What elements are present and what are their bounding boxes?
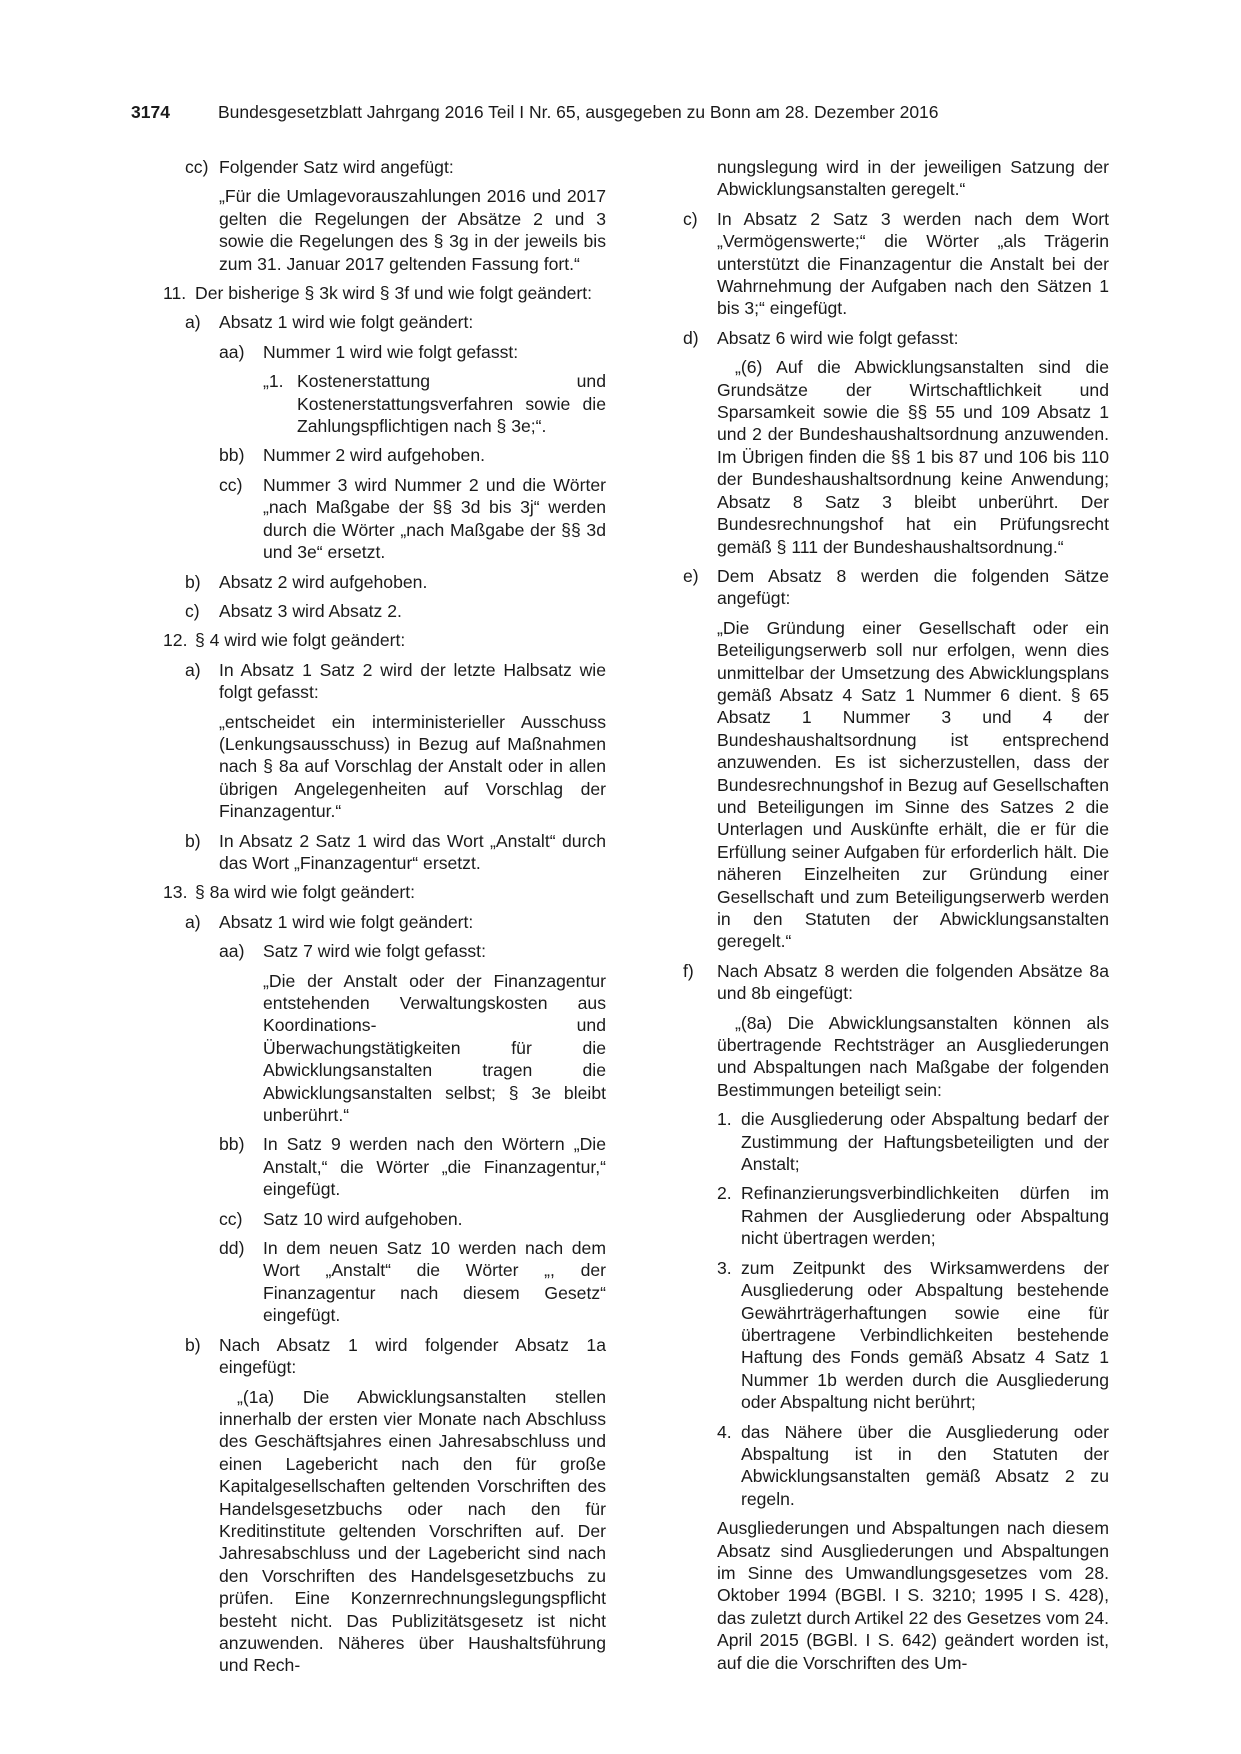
list-marker: 4. — [717, 1421, 732, 1442]
list-item — [163, 881, 606, 903]
list-item — [163, 444, 606, 466]
list-marker: d) — [683, 327, 699, 348]
list-item — [661, 1421, 1109, 1511]
item-text: Ausgliederungen und Abspaltungen nach diesem Absatz sind Ausgliederungen und Abspaltungen im Sinne des Umwandlungsgesetzes vom 28. Oktober 1994 (BGBl. I S. 3210; 1995 I S. 428), das zuletzt durch Artikel 22 des Gesetzes vom 24. April 2015 (BGBl. I S. 642) geändert worden ist, auf die die Vorschriften des Um- — [717, 1518, 1109, 1673]
list-item — [163, 156, 606, 178]
item-text: In dem neuen Satz 10 werden nach dem Wort „Anstalt“ die Wörter „, der Finanzagentur nach diesem Gesetz“ eingefügt. — [263, 1238, 606, 1326]
list-marker: „1. — [263, 371, 284, 392]
paragraph — [219, 1386, 606, 1677]
list-item — [163, 830, 606, 875]
item-text: Nummer 2 wird aufgehoben. — [263, 445, 485, 466]
list-marker: 11. — [163, 283, 187, 304]
item-text: „(1a) Die Abwicklungsanstalten stellen innerhalb der ersten vier Monate nach Abschluss des Geschäftsjahres einen Jahresabschluss und einen Lagebericht nach den für große Kapitalgesellschaften geltenden Vorschriften des Handelsgesetzbuchs oder nach den für Kreditinstitute geltenden Vorschriften auf. Der Jahresabschluss und der Lagebericht sind nach den Vorschriften des Handelsgesetzbuchs zu prüfen. Eine Konzernrechnungslegungspflicht besteht nicht. Das Publizitätsgesetz ist nicht anzuwenden. Näheres über Haushaltsführung und Rech- — [219, 1386, 606, 1676]
item-text: Nach Absatz 8 werden die folgenden Absätze 8a und 8b eingefügt: — [717, 960, 1109, 1004]
item-text: „(8a) Die Abwicklungsanstalten können als übertragende Rechtsträger an Ausgliederungen und Abspaltungen nach Maßgabe der folgenden Bestimmungen beteiligt sein: — [717, 1012, 1109, 1100]
list-marker: b) — [185, 830, 201, 851]
left-column — [163, 156, 606, 1684]
page-header — [131, 101, 939, 123]
list-marker: dd) — [219, 1238, 245, 1259]
item-text: Folgender Satz wird angefügt: — [219, 157, 454, 177]
list-item — [163, 1237, 606, 1327]
item-text: Absatz 2 wird aufgehoben. — [219, 571, 428, 592]
paragraph — [219, 711, 606, 823]
item-text: das Nähere über die Ausgliederung oder Abspaltung ist in den Statuten der Abwicklungsanstalten gemäß Absatz 2 zu regeln. — [741, 1421, 1109, 1509]
list-marker: 12. — [163, 630, 188, 651]
item-text: Refinanzierungsverbindlichkeiten dürfen im Rahmen der Ausgliederung oder Abspaltung nicht übertragen werden; — [741, 1183, 1109, 1249]
paragraph — [717, 1517, 1109, 1674]
list-item — [163, 911, 606, 933]
list-item — [163, 311, 606, 333]
list-marker: a) — [185, 659, 201, 680]
paragraph — [717, 356, 1109, 558]
list-marker: a) — [185, 312, 201, 333]
paragraph — [717, 156, 1109, 201]
list-item — [661, 960, 1109, 1005]
list-item — [163, 659, 606, 704]
paragraph — [219, 185, 606, 275]
running-title: Bundesgesetzblatt Jahrgang 2016 Teil I Nr. 65, ausgegeben zu Bonn am 28. Dezember 2016 — [217, 102, 939, 122]
list-item — [661, 1257, 1109, 1414]
item-text: Nummer 1 wird wie folgt gefasst: — [263, 341, 519, 362]
list-item — [163, 600, 606, 622]
list-marker: 13. — [163, 882, 188, 903]
item-text: „entscheidet ein interministerieller Ausschuss (Lenkungsausschuss) in Bezug auf Maßnahmen nach § 8a auf Vorschlag der Anstalt oder in allen übrigen Angelegenheiten auf Vorschlag der Finanzagentur.“ — [219, 711, 606, 822]
list-item — [163, 1208, 606, 1230]
list-marker: c) — [683, 208, 698, 229]
item-text: zum Zeitpunkt des Wirksamwerdens der Ausgliederung oder Abspaltung bestehende Gewährträgerhaftungen sowie eine für übertragene Verbindlichkeiten bestehende Haftung des Fonds gemäß Absatz 4 Satz 1 Nummer 1b werden durch die Ausgliederung oder Abspaltung nicht berührt; — [741, 1257, 1109, 1413]
item-text: Absatz 1 wird wie folgt geändert: — [219, 312, 474, 333]
list-marker: cc) — [219, 474, 243, 495]
item-text: In Absatz 1 Satz 2 wird der letzte Halbsatz wie folgt gefasst: — [219, 659, 606, 703]
item-text: Nummer 3 wird Nummer 2 und die Wörter „nach Maßgabe der §§ 3d bis 3j“ werden durch die Wörter „nach Maßgabe der §§ 3d und 3e“ ersetzt. — [263, 474, 606, 563]
list-item — [661, 208, 1109, 320]
item-text: „Für die Umlagevorauszahlungen 2016 und 2017 gelten die Regelungen der Absätze 2 und 3 sowie die Regelungen des § 3g in der jeweils bis zum 31. Januar 2017 geltenden Fassung fort.“ — [219, 186, 606, 274]
item-text: Der bisherige § 3k wird § 3f und wie folgt geändert: — [195, 283, 593, 304]
list-marker: bb) — [219, 1134, 245, 1155]
list-item — [163, 1133, 606, 1200]
list-marker: 2. — [717, 1183, 732, 1204]
list-item — [163, 341, 606, 363]
list-marker: c) — [185, 600, 200, 621]
item-text: „Die der Anstalt oder der Finanzagentur entstehenden Verwaltungskosten aus Koordinations- und Überwachungstätigkeiten für die Abwicklungsanstalten tragen die Abwicklungsanstalten selbst; § 3e bleibt unberührt.“ — [263, 970, 606, 1126]
list-marker: 3. — [717, 1257, 732, 1278]
list-marker: cc) — [219, 1208, 243, 1229]
item-text: Absatz 1 wird wie folgt geändert: — [219, 911, 474, 932]
item-text: nungslegung wird in der jeweiligen Satzung der Abwicklungsanstalten geregelt.“ — [717, 157, 1109, 200]
item-text: Absatz 3 wird Absatz 2. — [219, 600, 402, 621]
item-text: „(6) Auf die Abwicklungsanstalten sind die Grundsätze der Wirtschaftlichkeit und Sparsamkeit sowie die §§ 55 und 109 Absatz 1 und 2 der Bundeshaushaltsordnung anzuwenden. Im Übrigen finden die §§ 1 bis 87 und 106 bis 110 der Bundeshaushaltsordnung keine Anwendung; Absatz 8 Satz 3 bleibt unberührt. Der Bundesrechnungshof hat ein Prüfungsrecht gemäß § 111 der Bundeshaushaltsordnung.“ — [717, 357, 1109, 557]
item-text: „Die Gründung einer Gesellschaft oder ein Beteiligungserwerb soll nur erfolgen, wenn dies unmittelbar der Umsetzung des Abwicklungsplans gemäß Absatz 4 Satz 1 Nummer 6 dient. § 65 Absatz 1 Nummer 3 und 4 der Bundeshaushaltsordnung ist entsprechend anzuwenden. Es ist sicherzustellen, dass der Bundesrechnungshof in Bezug auf Gesellschaften und Beteiligungen im Sinne des Satzes 2 die Unterlagen und Auskünfte erhält, die er für die Erfüllung seiner Aufgaben für erforderlich hält. Die näheren Einzelheiten zur Gründung einer Gesellschaft und zum Beteiligungserwerb werden in den Statuten der Abwicklungsanstalten geregelt.“ — [717, 617, 1109, 952]
item-text: Kostenerstattung und Kostenerstattungsverfahren sowie die Zahlungspflichtigen nach § 3e;“. — [297, 371, 606, 437]
item-text: Satz 10 wird aufgehoben. — [263, 1208, 463, 1229]
item-text: In Satz 9 werden nach den Wörtern „Die Anstalt,“ die Wörter „die Finanzagentur,“ eingefügt. — [263, 1134, 606, 1200]
list-item — [163, 571, 606, 593]
list-marker: e) — [683, 565, 699, 586]
list-item — [163, 940, 606, 962]
list-marker: aa) — [219, 941, 245, 962]
item-text: Nach Absatz 1 wird folgender Absatz 1a eingefügt: — [219, 1334, 606, 1378]
item-text: Satz 7 wird wie folgt gefasst: — [263, 941, 486, 962]
item-text: In Absatz 2 Satz 1 wird das Wort „Anstalt“ durch das Wort „Finanzagentur“ ersetzt. — [219, 830, 606, 873]
paragraph — [263, 970, 606, 1127]
list-marker: bb) — [219, 445, 245, 466]
list-item — [661, 1108, 1109, 1175]
list-marker: b) — [185, 571, 201, 592]
list-item — [661, 565, 1109, 610]
list-marker: cc) — [185, 157, 209, 177]
list-item — [661, 327, 1109, 349]
list-marker: aa) — [219, 341, 245, 362]
list-item — [163, 282, 606, 304]
list-item — [163, 370, 606, 437]
right-column — [661, 156, 1109, 1681]
item-text: Absatz 6 wird wie folgt gefasst: — [717, 327, 959, 348]
page-number: 3174 — [131, 102, 170, 122]
paragraph — [717, 1012, 1109, 1102]
list-item — [163, 1334, 606, 1379]
list-item — [661, 1182, 1109, 1249]
list-item — [163, 629, 606, 651]
list-marker: a) — [185, 911, 201, 932]
item-text: § 8a wird wie folgt geändert: — [195, 882, 416, 903]
list-marker: 1. — [717, 1109, 732, 1130]
item-text: In Absatz 2 Satz 3 werden nach dem Wort „Vermögenswerte;“ die Wörter „als Trägerin unterstützt die Finanzagentur die Anstalt bei der Wahrnehmung der Aufgaben nach den Sätzen 1 bis 3;“ eingefügt. — [717, 208, 1109, 319]
item-text: die Ausgliederung oder Abspaltung bedarf der Zustimmung der Haftungsbeteiligten und der Anstalt; — [741, 1109, 1109, 1175]
item-text: Dem Absatz 8 werden die folgenden Sätze angefügt: — [717, 565, 1109, 609]
paragraph — [717, 617, 1109, 953]
item-text: § 4 wird wie folgt geändert: — [195, 630, 406, 651]
list-item — [163, 474, 606, 564]
list-marker: b) — [185, 1334, 201, 1355]
list-marker: f) — [683, 960, 694, 981]
